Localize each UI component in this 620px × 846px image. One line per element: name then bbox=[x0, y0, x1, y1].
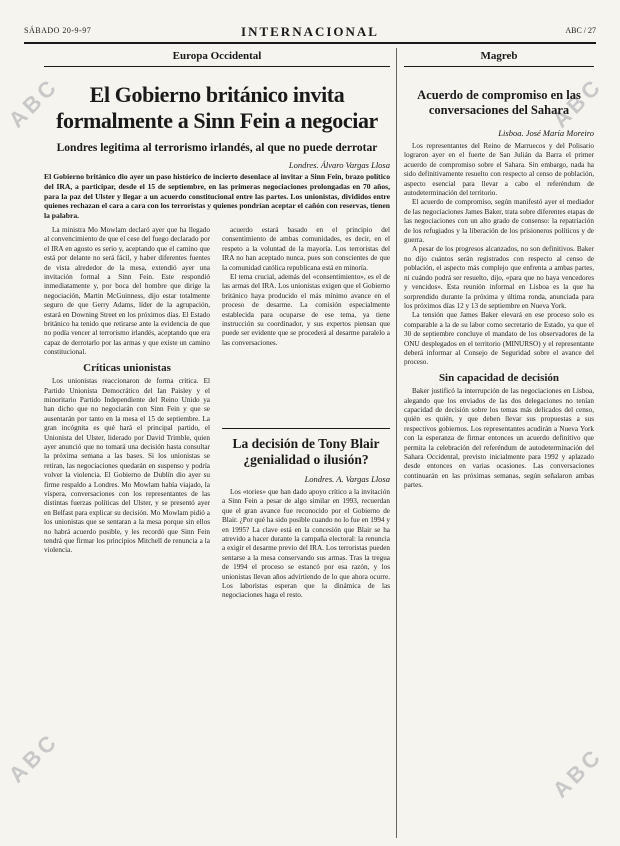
page-header bbox=[24, 24, 596, 40]
magreb-headline: Acuerdo de compromiso en las conversaciones del Sahara bbox=[417, 88, 581, 117]
paragraph: Los unionistas reaccionaron de forma crítica. El Partido Unionista Democrático del Ian Paisley y el minoritario Partido Independiente del Reino Unido ya han dicho que no negociarán con Sinn Fein y que se ausentarán por tanto en la mesa el 15 de septiembre. La gran incógnita es qué hará el principal partido, el Unionista del Ulster, liderado por David Trimble, quien ayer anunció que no tomará una decisión hasta consultar la próxima semana a las bases. Si los unionistas se retiran, las negociaciones quedarán en suspenso y podría volver la violencia. El Gobierno de Dublín dio ayer su firme respaldo a Londres. Mo Mowlam había viajado, la víspera, conversaciones con los representantes de las distintas fuerzas políticas del Ulster, y se presentó ayer en Belfast para explicar su decisión. Mo Mowlam pidió a los unionistas que se sentaran a la mesa porque sin ellos no habrá acuerdo posible, y les recordó que Sinn Fein tendrá que firmar los principios Mitchell de renuncia a la violencia. bbox=[44, 377, 210, 555]
kicker-rule bbox=[404, 66, 594, 67]
article-lede: El Gobierno británico dio ayer un paso histórico de incierto desenlace al invitar a Sinn Fein, brazo político del IRA, a participar, desde el 15 de septiembre, en las primeras negociaciones prolongadas en 70 años, para la paz del Ulster y llegar a un acuerdo constitucional entre las partes. Los unionistas, divididos entre quienes rechazan el cara a cara con los terroristas y quienes pondrían aceptar el cañón con reservas, tienen la palabra. bbox=[44, 172, 390, 221]
sidebar-byline: Londres. A. Vargas Llosa bbox=[304, 474, 390, 484]
header-rule bbox=[24, 42, 596, 44]
abc-watermark: ABC bbox=[3, 727, 64, 788]
main-headline: El Gobierno británico invita formalmente a Sinn Fein a negociar bbox=[56, 82, 378, 133]
issue-date: SÁBADO 20-9-97 bbox=[24, 26, 92, 35]
page-number: ABC / 27 bbox=[565, 26, 596, 35]
main-byline: Londres. Álvaro Vargas Llosa bbox=[288, 160, 390, 170]
abc-watermark: ABC bbox=[3, 72, 64, 133]
abc-watermark: ABC bbox=[547, 742, 608, 803]
magreb-byline: Lisboa. José María Moreiro bbox=[498, 128, 594, 138]
paragraph: El acuerdo de compromiso, según manifestó ayer el mediador de las negociaciones James Baker, trata sobre diferentes etapas de las negociaciones con un alto grado de consenso: la repatriación de los refugiados y la liberación de los prisioneros políticos y de guerra. bbox=[404, 198, 594, 245]
article-column-1 bbox=[44, 226, 210, 838]
kicker-rule bbox=[44, 66, 390, 67]
paragraph: Los «tories» que han dado apoyo crítico a la invitación a Sinn Fein a pesar de algo similar en 1993, recuerdan que el gran avance fue reconocido por el Gobierno de Blair. ¿Por qué ha sido posible cuando no lo fue en 1994 y en 1995? La clave está en la concesión que Blair se ha atrevido a hacer durante la campaña electoral: la renuncia a exigir el desarme previo del IRA. Los terroristas pueden sentarse a la mesa conservando sus armas. Tras la tregua de 1994 el proceso se estancó por esa razón, y los unionistas llevan años advirtiendo de lo que ahora ocurre. Los laboristas esperan que la dinámica de las negociaciones haga el resto. bbox=[222, 488, 390, 600]
section-title: INTERNACIONAL bbox=[241, 24, 379, 39]
sidebar-body bbox=[222, 488, 390, 838]
paragraph: acuerdo estará basado en el principio del consentimiento de ambas comunidades, es decir, en el respeto a la voluntad de la mayoría. Los terroristas del IRA no han aceptado nunca, pues son conscientes de que la comunidad católica republicana está en minoría. bbox=[222, 226, 390, 272]
main-subheadline: Londres legitima al terrorismo irlandés, al que no puede derrotar bbox=[56, 142, 378, 154]
abc-watermark: ABC bbox=[547, 72, 608, 133]
section-kicker-europa: Europa Occidental bbox=[172, 50, 262, 62]
crosshead-capacidad: Sin capacidad de decisión bbox=[438, 371, 560, 384]
sidebar-rule bbox=[222, 428, 390, 429]
magreb-column bbox=[404, 142, 594, 838]
crosshead-criticas: Críticas unionistas bbox=[83, 361, 171, 374]
article-column-2 bbox=[222, 226, 390, 422]
column-divider bbox=[396, 48, 397, 838]
paragraph: A pesar de los progresos alcanzados, no son definitivos. Baker no dijo cuántos serán registrados con respecto al censo de población, el aspecto más complejo que enfrenta a ambas partes, ni cuándo podrá ser resuelto, dijo, «para que no haya vencedores y vencidos». Esta reunión informal en Lisboa es la que ha sorprendido durante la próxima y última ronda, anunciada para los próximos días 12 y 13 de septiembre en Nueva York. bbox=[404, 245, 594, 310]
paragraph: La tensión que James Baker elevará en ese proceso solo es comparable a la de su labor como secretario de Estado, ya que el 30 de septiembre concluye el mandato de los observadores de la ONU desplegados en el territorio (MINURSO) y el representante deberá informar al Consejo de Seguridad sobre el avance del proceso. bbox=[404, 311, 594, 367]
paragraph: Los representantes del Reino de Marruecos y del Polisario lograron ayer en el fuerte de San Julián da Barra el primer acuerdo de compromiso sobre el Sahara. Sin embargo, nada ha sido definitivamente resuelto con respecto al censo de población, aspecto esencial para llevar a cabo el referéndum de autodeterminación del territorio. bbox=[404, 142, 594, 198]
section-kicker-magreb: Magreb bbox=[480, 50, 518, 62]
paragraph: La ministra Mo Mowlam declaró ayer que ha llegado al convencimiento de que el cese del fuego declarado por el IRA en agosto es serio y, aceptando que el camino que está por delante no será fácil, y haber diferentes fuentes de vista alrededor de la mesa, extendió ayer una invitación formal a Sinn Fein. Este respondió inmediatamente y, por boca del hombre que dirige la negociación, Martin McGuinness, dijo estar totalmente seguro de que Gerry Adams, líder de la agrupación, estará en Downing Street en los próximos días. El Estado británico ha tenido que retirarse ante la evidencia de que no podía vencer al terrorismo irlandés, aceptando que era capaz de derrotarlo por las armas y que existe un camino constitucional. bbox=[44, 226, 210, 357]
sidebar-headline: La decisión de Tony Blair ¿genialidad o ilusión? bbox=[232, 436, 380, 467]
paragraph: El tema crucial, además del «consentimiento», es el de las armas del IRA. Los unionistas exigen que el Gobierno británico haya producido el más mínimo avance en el proceso de desarme. La comisión especialmente establecida para ocuparse de ese tema, ya tiene instrucción su coordinador, y sus expertos piensan que puede ser evidente que se procederá al desarme paralelo a las conversaciones. bbox=[222, 273, 390, 347]
paragraph: Baker justificó la interrupción de las negociaciones en Lisboa, alegando que los enviados de las dos delegaciones no tenían capacidad de decisión sobre los temas más delicados del censo, quién es quién, y que deben llevar sus propuestas a sus respectivos gobiernos. Los representantes acudirán a Nueva York con la esperanza de firmar entonces un acuerdo definitivo que permita la celebración del referéndum de autodeterminación del Sahara Occidental, previsto inicialmente para 1992 y aplazado desde entonces en varias ocasiones. Las conversaciones continuarán en las próximas semanas, según señalaron ambas partes. bbox=[404, 387, 594, 490]
